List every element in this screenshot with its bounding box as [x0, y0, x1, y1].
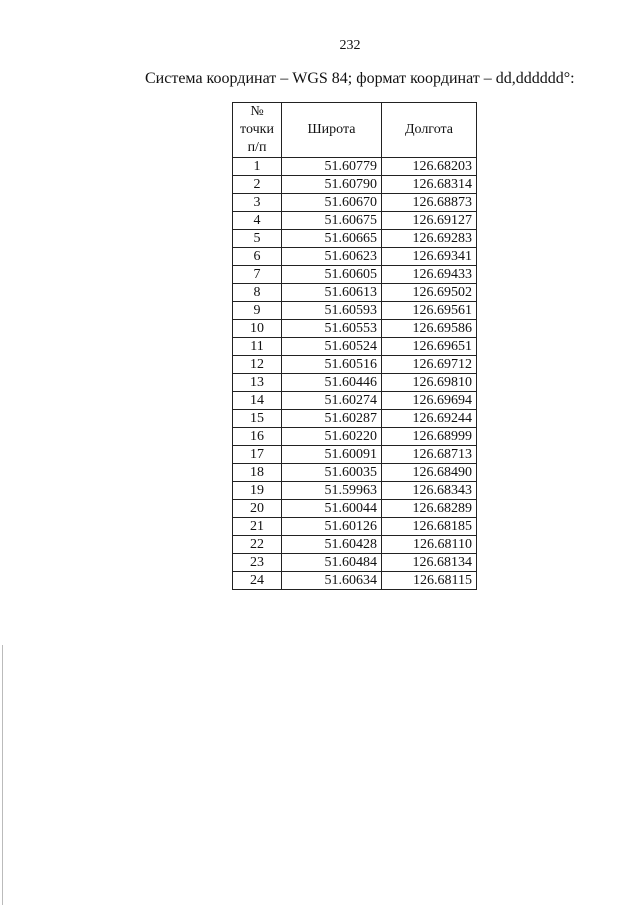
- latitude-cell: 51.60790: [282, 176, 382, 194]
- longitude-cell: 126.69810: [382, 374, 477, 392]
- point-number-cell: 7: [233, 266, 282, 284]
- header-point-number: [233, 103, 282, 158]
- latitude-cell: 51.60484: [282, 554, 382, 572]
- table-row: [233, 266, 477, 284]
- latitude-cell: 51.60287: [282, 410, 382, 428]
- table-row: [233, 302, 477, 320]
- page-number: 232: [339, 38, 361, 53]
- left-scan-edge: [2, 645, 3, 905]
- table-row: [233, 158, 477, 176]
- point-number-cell: 17: [233, 446, 282, 464]
- table-row: [233, 446, 477, 464]
- longitude-cell: 126.69651: [382, 338, 477, 356]
- longitude-cell: 126.68134: [382, 554, 477, 572]
- point-number-cell: 15: [233, 410, 282, 428]
- latitude-cell: 51.60670: [282, 194, 382, 212]
- latitude-cell: 51.60675: [282, 212, 382, 230]
- coordinates-table: [232, 102, 477, 590]
- header-latitude: Широта: [282, 103, 382, 158]
- header-point-number-label: № точки п/п: [240, 104, 274, 155]
- longitude-cell: 126.68185: [382, 518, 477, 536]
- point-number-cell: 20: [233, 500, 282, 518]
- latitude-cell: 51.60044: [282, 500, 382, 518]
- latitude-cell: 51.59963: [282, 482, 382, 500]
- point-number-cell: 2: [233, 176, 282, 194]
- latitude-cell: 51.60091: [282, 446, 382, 464]
- latitude-cell: 51.60274: [282, 392, 382, 410]
- latitude-cell: 51.60593: [282, 302, 382, 320]
- latitude-cell: 51.60634: [282, 572, 382, 590]
- longitude-cell: 126.68203: [382, 158, 477, 176]
- table-row: [233, 392, 477, 410]
- table-row: [233, 248, 477, 266]
- longitude-cell: 126.68490: [382, 464, 477, 482]
- table-row: [233, 464, 477, 482]
- longitude-cell: 126.69244: [382, 410, 477, 428]
- latitude-cell: 51.60516: [282, 356, 382, 374]
- longitude-cell: 126.69712: [382, 356, 477, 374]
- table-row: [233, 410, 477, 428]
- latitude-cell: 51.60220: [282, 428, 382, 446]
- longitude-cell: 126.68115: [382, 572, 477, 590]
- point-number-cell: 24: [233, 572, 282, 590]
- table-row: [233, 500, 477, 518]
- longitude-cell: 126.69502: [382, 284, 477, 302]
- latitude-cell: 51.60126: [282, 518, 382, 536]
- header-longitude: Долгота: [382, 103, 477, 158]
- point-number-cell: 22: [233, 536, 282, 554]
- table-row: [233, 356, 477, 374]
- point-number-cell: 21: [233, 518, 282, 536]
- point-number-cell: 19: [233, 482, 282, 500]
- table-row: [233, 284, 477, 302]
- longitude-cell: 126.69127: [382, 212, 477, 230]
- point-number-cell: 11: [233, 338, 282, 356]
- latitude-cell: 51.60665: [282, 230, 382, 248]
- point-number-cell: 1: [233, 158, 282, 176]
- table-row: [233, 536, 477, 554]
- longitude-cell: 126.69561: [382, 302, 477, 320]
- latitude-cell: 51.60613: [282, 284, 382, 302]
- latitude-cell: 51.60623: [282, 248, 382, 266]
- point-number-cell: 5: [233, 230, 282, 248]
- point-number-cell: 23: [233, 554, 282, 572]
- table-row: [233, 338, 477, 356]
- latitude-cell: 51.60446: [282, 374, 382, 392]
- longitude-cell: 126.68999: [382, 428, 477, 446]
- longitude-cell: 126.69586: [382, 320, 477, 338]
- point-number-cell: 8: [233, 284, 282, 302]
- longitude-cell: 126.68343: [382, 482, 477, 500]
- point-number-cell: 4: [233, 212, 282, 230]
- point-number-cell: 13: [233, 374, 282, 392]
- table-row: [233, 176, 477, 194]
- point-number-cell: 3: [233, 194, 282, 212]
- latitude-cell: 51.60779: [282, 158, 382, 176]
- table-row: [233, 572, 477, 590]
- latitude-cell: 51.60605: [282, 266, 382, 284]
- table-row: [233, 554, 477, 572]
- coordinate-system-caption: Система координат – WGS 84; формат координат – dd,dddddd°:: [145, 70, 575, 87]
- table-body: [233, 158, 477, 590]
- table-row: [233, 320, 477, 338]
- longitude-cell: 126.69433: [382, 266, 477, 284]
- table-row: [233, 212, 477, 230]
- point-number-cell: 18: [233, 464, 282, 482]
- point-number-cell: 10: [233, 320, 282, 338]
- point-number-cell: 16: [233, 428, 282, 446]
- longitude-cell: 126.68873: [382, 194, 477, 212]
- point-number-cell: 6: [233, 248, 282, 266]
- table-header-row: [233, 103, 477, 158]
- table-row: [233, 482, 477, 500]
- longitude-cell: 126.68314: [382, 176, 477, 194]
- longitude-cell: 126.68713: [382, 446, 477, 464]
- longitude-cell: 126.69283: [382, 230, 477, 248]
- table-row: [233, 230, 477, 248]
- latitude-cell: 51.60553: [282, 320, 382, 338]
- longitude-cell: 126.68110: [382, 536, 477, 554]
- table-row: [233, 374, 477, 392]
- point-number-cell: 9: [233, 302, 282, 320]
- latitude-cell: 51.60524: [282, 338, 382, 356]
- table-row: [233, 194, 477, 212]
- longitude-cell: 126.68289: [382, 500, 477, 518]
- table-row: [233, 518, 477, 536]
- point-number-cell: 12: [233, 356, 282, 374]
- latitude-cell: 51.60428: [282, 536, 382, 554]
- latitude-cell: 51.60035: [282, 464, 382, 482]
- longitude-cell: 126.69694: [382, 392, 477, 410]
- longitude-cell: 126.69341: [382, 248, 477, 266]
- point-number-cell: 14: [233, 392, 282, 410]
- table-row: [233, 428, 477, 446]
